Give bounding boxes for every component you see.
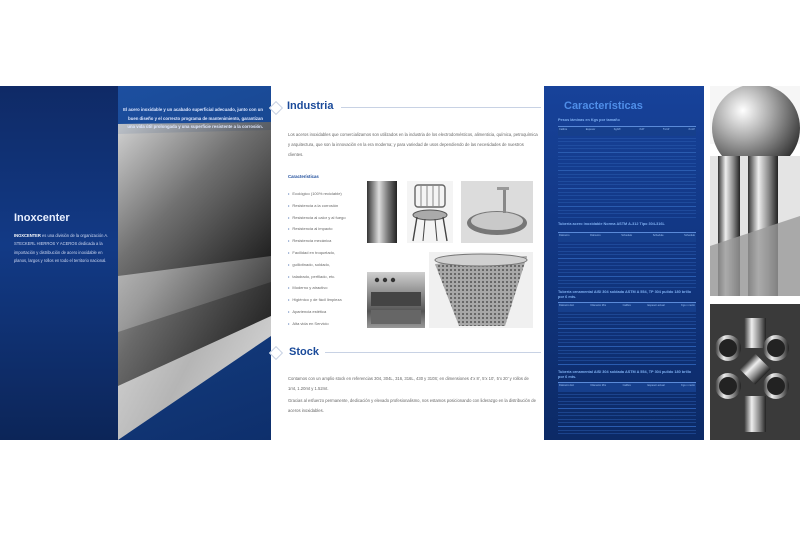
chair-photo: [407, 181, 453, 243]
ornamental-table-1: Diámetro Ext Diámetro Mm Calibre Espesor actual Kgs x metro: [558, 302, 696, 367]
industria-body: Los aceros inoxidables que comercializamos son utilizados en la industria de los electrodomésticos, alimenticia, química, petroquímica y arquitectura, que son la innovación en la era moderna; y para variedad de usos dependiendo de las necesidades de nuestros clientes.: [288, 132, 538, 157]
sink-photo: [461, 181, 533, 243]
feature-item: • Resistencia mecánica: [288, 235, 378, 247]
table-caption: Tubería acero inoxidable Norma ASTM A-312 Tipo 304-316L: [558, 222, 665, 226]
feature-item: • Higiénico y de fácil limpieza: [288, 294, 378, 306]
steel-sheets-panel: [118, 86, 271, 440]
inoxcenter-intro: [14, 232, 112, 266]
table-caption: Tubería ornamental AISI 304 soldada ASTM A 554, TP 304 pulido 180 brillo por 6 mts.: [558, 290, 692, 299]
caracteristicas-title: Características: [564, 100, 643, 112]
feature-item: • taladrado, perfilado, etc.: [288, 271, 378, 283]
inoxcenter-panel: [0, 86, 118, 440]
appliance-photo: [367, 181, 397, 243]
perforated-cone-photo: [429, 252, 533, 328]
feature-item: • Moderno y atractivo: [288, 282, 378, 294]
stock-title: Stock: [289, 346, 319, 358]
oven-photo: [367, 272, 425, 328]
feature-item: • Resistencia al impacto: [288, 223, 378, 235]
weights-table: Calibre Espesor Kg/M² 4’x8’ 5’x10’ 4’x10’: [558, 126, 696, 219]
feature-item: • Resistencia a la corrosión: [288, 200, 378, 212]
industria-bullet-icon: [269, 101, 283, 115]
feature-item: • Facilidad en troquelado,: [288, 247, 378, 259]
product-photos: [704, 86, 800, 440]
feature-item: • guillotinado, soldado,: [288, 259, 378, 271]
photo-caption: [367, 330, 527, 334]
brochure-spread: [0, 86, 800, 440]
stock-body-2: Gracias al esfuerzo permanente, dedicación y elevado profesionalismo, nos estamos posicionando con liderazgo en la distribución de aceros inoxidables.: [288, 398, 536, 413]
feature-item: • Ecológico (100% reciclable): [288, 188, 378, 200]
quote-text: El acero inoxidable y un acabado superficial adecuado, junto con un buen diseño y el correcto programa de mantenimiento, garantizan una vida útil prolongada y una superficie resistente a la corrosión.: [123, 107, 263, 130]
industria-panel: [271, 86, 544, 440]
industria-rule: [341, 107, 541, 108]
feature-item: • Alta vida en Servicio: [288, 318, 378, 330]
features-title: Características: [288, 174, 319, 179]
pipe-table: Diámetro Diámetro Schedule Schedule Schedule: [558, 232, 696, 289]
inoxcenter-intro-text: es una división de la organización A. STECKERL HIERROS Y ACEROS dedicada a la importación y distribución de acero inoxidable en planos, largos y rollos en todo el territorio nacional.: [14, 233, 109, 264]
inoxcenter-brand: INOXCENTER: [14, 233, 41, 238]
features-list: [288, 188, 378, 330]
feature-item: • Resistencia al calor y al fuego: [288, 212, 378, 224]
caracteristicas-panel: [544, 86, 704, 440]
industria-title: Industria: [287, 100, 334, 112]
feature-item: • Apariencia estética: [288, 306, 378, 318]
stock-rule: [325, 352, 541, 353]
photo-caption: [367, 245, 427, 249]
table-caption: Pesos láminas en Kgs por tamaño: [558, 118, 620, 122]
stock-body-1: Contamos con un amplio stock en referencias 304, 304L, 316, 316L, 430 y 310S; en dimensiones 4’x 8’, 5’x 10’, 5’x 20’ y rollos de 1mt, 1.20mt y 1.52mt.: [288, 376, 529, 391]
product-photos-panel: [704, 86, 800, 440]
stock-bullet-icon: [269, 346, 283, 360]
inoxcenter-title: Inoxcenter: [14, 212, 70, 224]
steel-sheets-image: [118, 86, 271, 440]
ornamental-table-2: Diámetro Ext Diámetro Mm Calibre Espesor actual Kgs x metro: [558, 382, 696, 435]
table-caption: Tubería ornamental AISI 304 soldada ASTM A 554, TP 304 pulido 180 brillo por 6 mts.: [558, 370, 692, 379]
